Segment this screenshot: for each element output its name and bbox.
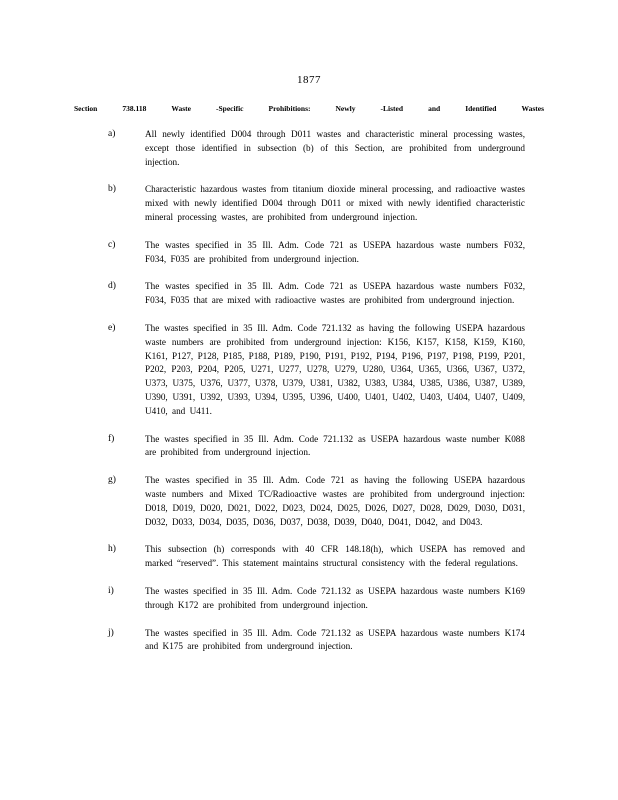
subsection-text: The wastes specified in 35 Ill. Adm. Code 721.132 as USEPA hazardous waste numbers K174 and K175 are prohibited from underground injection. [145,627,525,652]
subsection-text: The wastes specified in 35 Ill. Adm. Code 721.132 as USEPA hazardous waste numbers K169 through K172 are prohibited from underground injection. [145,585,525,610]
subsection-c [0,239,618,267]
heading-word: -Listed [380,104,404,113]
subsection-text: The wastes specified in 35 Ill. Adm. Code 721.132 as having the following USEPA hazardous waste numbers are prohibited from underground injection: K156, K157, K158, K159, K160, K161, P127, P128, P185, P188, P189, P190, P191, P192, P194, P196, P197, P198, P199, P201, P202, P203, P204, P205, U271, U277, U278, U279, U280, U364, U365, U366, U367, U372, U373, U375, U376, U377, U378, U379, U381, U382, U383, U384, U385, U386, U387, U389, U390, U391, U392, U393, U394, U395, U396, U400, U401, U402, U403, U404, U407, U409, U410, and U411. [145,322,525,416]
heading-word: -Specific [216,104,244,113]
section-label: Section [74,104,98,113]
subsection-text: The wastes specified in 35 Ill. Adm. Code 721.132 as USEPA hazardous waste number K088 are prohibited from underground injection. [145,433,525,458]
subsection-text: Characteristic hazardous wastes from titanium dioxide mineral processing, and radioactive wastes mixed with newly identified D004 through D011 or mixed with newly identified characteristic mineral processing wastes, are prohibited from underground injection. [145,184,525,222]
subsection-g [0,474,618,529]
subsection-text: The wastes specified in 35 Ill. Adm. Code 721 as USEPA hazardous waste numbers F032, F034, F035 are prohibited from underground injection. [145,239,525,264]
subsection-label: h) [108,544,116,555]
heading-word: Waste [171,104,191,113]
subsection-text: This subsection (h) corresponds with 40 CFR 148.18(h), which USEPA has removed and marked “reserved”. This statement maintains structural consistency with the federal regulations. [145,544,525,569]
heading-word: Prohibitions: [268,104,311,113]
subsection-d [0,280,618,308]
section-number: 738.118 [122,104,147,113]
subsection-label: e) [108,322,116,333]
subsection-text: All newly identified D004 through D011 wastes and characteristic mineral processing wastes, except those identified in subsection (b) of this Section, are prohibited from underground injection. [145,129,525,167]
subsection-label: j) [108,627,114,638]
section-heading [74,104,544,113]
subsection-label: b) [108,184,116,195]
subsection-i [0,585,618,613]
subsection-h [0,543,618,571]
subsection-label: d) [108,281,116,292]
subsection-list [0,128,618,668]
subsection-label: g) [108,475,116,486]
heading-word: Newly [335,104,356,113]
subsection-label: a) [108,129,116,139]
subsection-text: The wastes specified in 35 Ill. Adm. Code 721 as USEPA hazardous waste numbers F032, F034, F035 that are mixed with radioactive wastes are prohibited from underground injection. [145,281,525,306]
subsection-label: c) [108,239,116,250]
subsection-j [0,627,618,655]
page-number: 1877 [297,74,321,86]
heading-word: Wastes [521,104,544,113]
subsection-e [0,322,618,419]
subsection-label: f) [108,433,115,444]
heading-word: Identified [465,104,497,113]
heading-word: and [428,104,441,113]
subsection-f [0,433,618,461]
subsection-a [0,128,618,169]
subsection-text: The wastes specified in 35 Ill. Adm. Code 721 as having the following USEPA hazardous waste numbers and Mixed TC/Radioactive wastes are prohibited from underground injection: D018, D019, D020, D021, D022, D023, D024, D025, D026, D027, D028, D029, D030, D031, D032, D033, D034, D035, D036, D037, D038, D039, D040, D041, D042, and D043. [145,475,525,527]
subsection-b [0,183,618,224]
subsection-label: i) [108,585,114,596]
